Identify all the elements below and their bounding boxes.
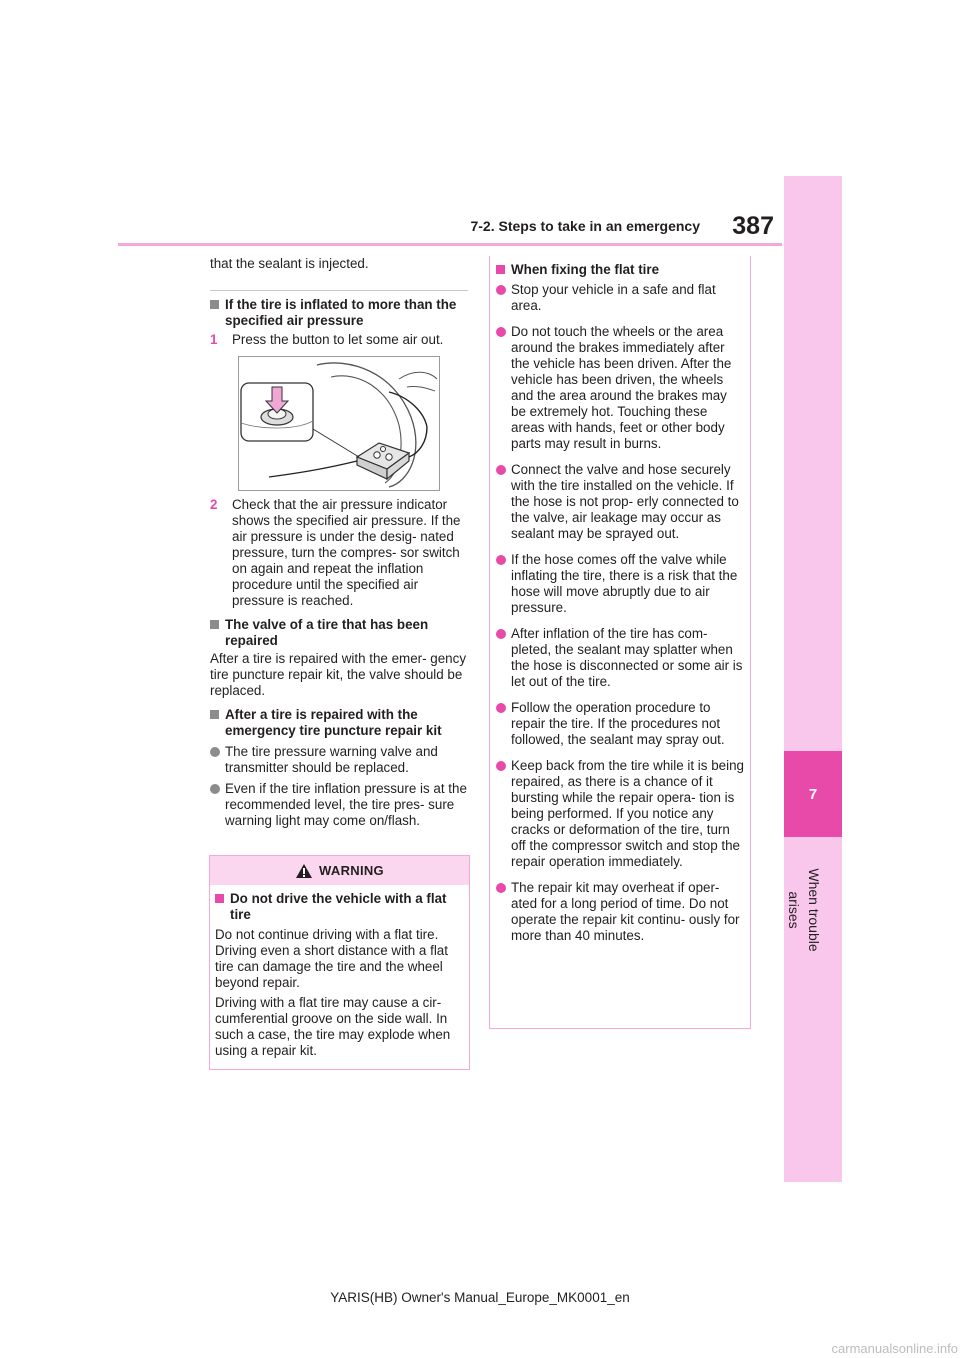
round-bullet-icon (496, 327, 506, 337)
step-1 (210, 332, 468, 348)
bullet-text: Do not touch the wheels or the area around the brakes immediately after the vehicle has been driven. After the vehicle has been driven, the wheels and the area around the brakes may be extremely hot. Touching these areas with hands, feet or other body parts may result in burns. (511, 324, 732, 451)
square-bullet-icon (496, 265, 505, 274)
bullet-text: If the hose comes off the valve while inflating the tire, there is a risk that the hose will move abruptly due to air pressure. (511, 552, 738, 615)
square-bullet-icon (210, 300, 219, 309)
bullet-text: Even if the tire inflation pressure is at the recommended level, the tire pres- sure warning light may come on/flash. (225, 781, 467, 828)
step-text: Check that the air pressure indicator shows the specified air pressure. If the air pressure is under the desig- nated pressure, turn the compres- sor switch on again and repeat the inflation procedure until the specified air pressure is reached. (232, 497, 461, 608)
bullet-item (210, 781, 468, 829)
heading-text: If the tire is inflated to more than the specified air pressure (225, 297, 457, 328)
illustration-svg (239, 357, 439, 490)
bullet-text: After inflation of the tire has com- pleted, the sealant may splatter when the hose is disconnected or some air is let out of the tire. (511, 626, 743, 689)
repair-kit-illustration (238, 356, 440, 491)
warning-label: WARNING (319, 863, 384, 878)
warning-bullet (496, 758, 744, 870)
round-bullet-icon (496, 703, 506, 713)
chapter-side-tab (784, 176, 842, 1182)
square-bullet-icon (215, 894, 224, 903)
warning-bullet (496, 462, 744, 542)
warning-bullet (496, 552, 744, 616)
warning-continued-box (489, 256, 751, 1029)
heading-valve (210, 617, 468, 649)
warning-triangle-icon (295, 863, 313, 879)
warning-paragraph-1: Do not continue driving with a flat tire. Driving even a short distance with a flat tire can damage the tire and the wheel beyond repair. (215, 927, 448, 990)
warning-box (209, 855, 470, 1070)
page-number: 387 (732, 212, 774, 240)
round-bullet-icon (496, 465, 506, 475)
warning-continued-body (490, 256, 750, 944)
warning-paragraph-2: Driving with a flat tire may cause a cir- cumferential groove on the side wall. In such a case, the tire may explode when using a repair kit. (215, 995, 451, 1058)
round-bullet-icon (210, 747, 220, 757)
step-text: Press the button to let some air out. (232, 332, 444, 347)
step-number: 1 (210, 332, 218, 347)
warning-heading (215, 891, 464, 923)
header-rule (118, 243, 782, 246)
square-bullet-icon (210, 620, 219, 629)
bullet-text: Stop your vehicle in a safe and flat area. (511, 282, 716, 313)
heading-text: Do not drive the vehicle with a flat tire (230, 891, 447, 922)
bullet-text: The tire pressure warning valve and transmitter should be replaced. (225, 744, 438, 775)
heading-text: When fixing the flat tire (511, 262, 660, 277)
bullet-text: Connect the valve and hose securely with the tire installed on the vehicle. If the hose is not prop- erly connected to the valve, air leakage may occur as sealant may be sprayed out. (511, 462, 739, 541)
warning-bullet (496, 282, 744, 314)
bullet-text: Follow the operation procedure to repair the tire. If the procedures not followed, the sealant may spray out. (511, 700, 725, 747)
intro-text: that the sealant is injected. (210, 256, 369, 271)
valve-text: After a tire is repaired with the emer- gency tire puncture repair kit, the valve should be replaced. (210, 651, 467, 698)
warning-bullet (496, 626, 744, 690)
bullet-text: The repair kit may overheat if oper- ated for a long period of time. Do not operate the repair kit continu- ously for more than 40 minutes. (511, 880, 740, 943)
section-title: 7-2. Steps to take in an emergency (470, 218, 700, 234)
divider (210, 290, 468, 291)
warning-bullet (496, 324, 744, 452)
round-bullet-icon (210, 784, 220, 794)
warning-header (210, 856, 469, 885)
bullet-text: Keep back from the tire while it is being repaired, as there is a chance of it bursting while the repair opera- tion is being performed. If you notice any cracks or deformation of the tire, turn off the compressor switch and stop the repair operation immediately. (511, 758, 744, 869)
bullet-item (210, 744, 468, 776)
heading-overinflated (210, 297, 468, 329)
left-column (210, 256, 468, 829)
heading-text: After a tire is repaired with the emergency tire puncture repair kit (225, 707, 442, 738)
warning-bullet (496, 880, 744, 944)
heading-fixing-flat-tire (496, 262, 744, 278)
heading-text: The valve of a tire that has been repaired (225, 617, 429, 648)
round-bullet-icon (496, 883, 506, 893)
chapter-title-vertical: When trouble arises (786, 868, 822, 952)
warning-bullet (496, 700, 744, 748)
round-bullet-icon (496, 629, 506, 639)
round-bullet-icon (496, 761, 506, 771)
step-number: 2 (210, 497, 218, 512)
chapter-number: 7 (808, 785, 818, 803)
round-bullet-icon (496, 555, 506, 565)
square-bullet-icon (210, 710, 219, 719)
step-2 (210, 497, 468, 609)
chapter-number-box[interactable] (784, 751, 842, 837)
heading-after-repair (210, 707, 468, 739)
round-bullet-icon (496, 285, 506, 295)
watermark-credit: carmanualsonline.info (831, 1341, 958, 1356)
page-footer: YARIS(HB) Owner's Manual_Europe_MK0001_en (330, 1290, 630, 1305)
warning-body (210, 885, 469, 1059)
